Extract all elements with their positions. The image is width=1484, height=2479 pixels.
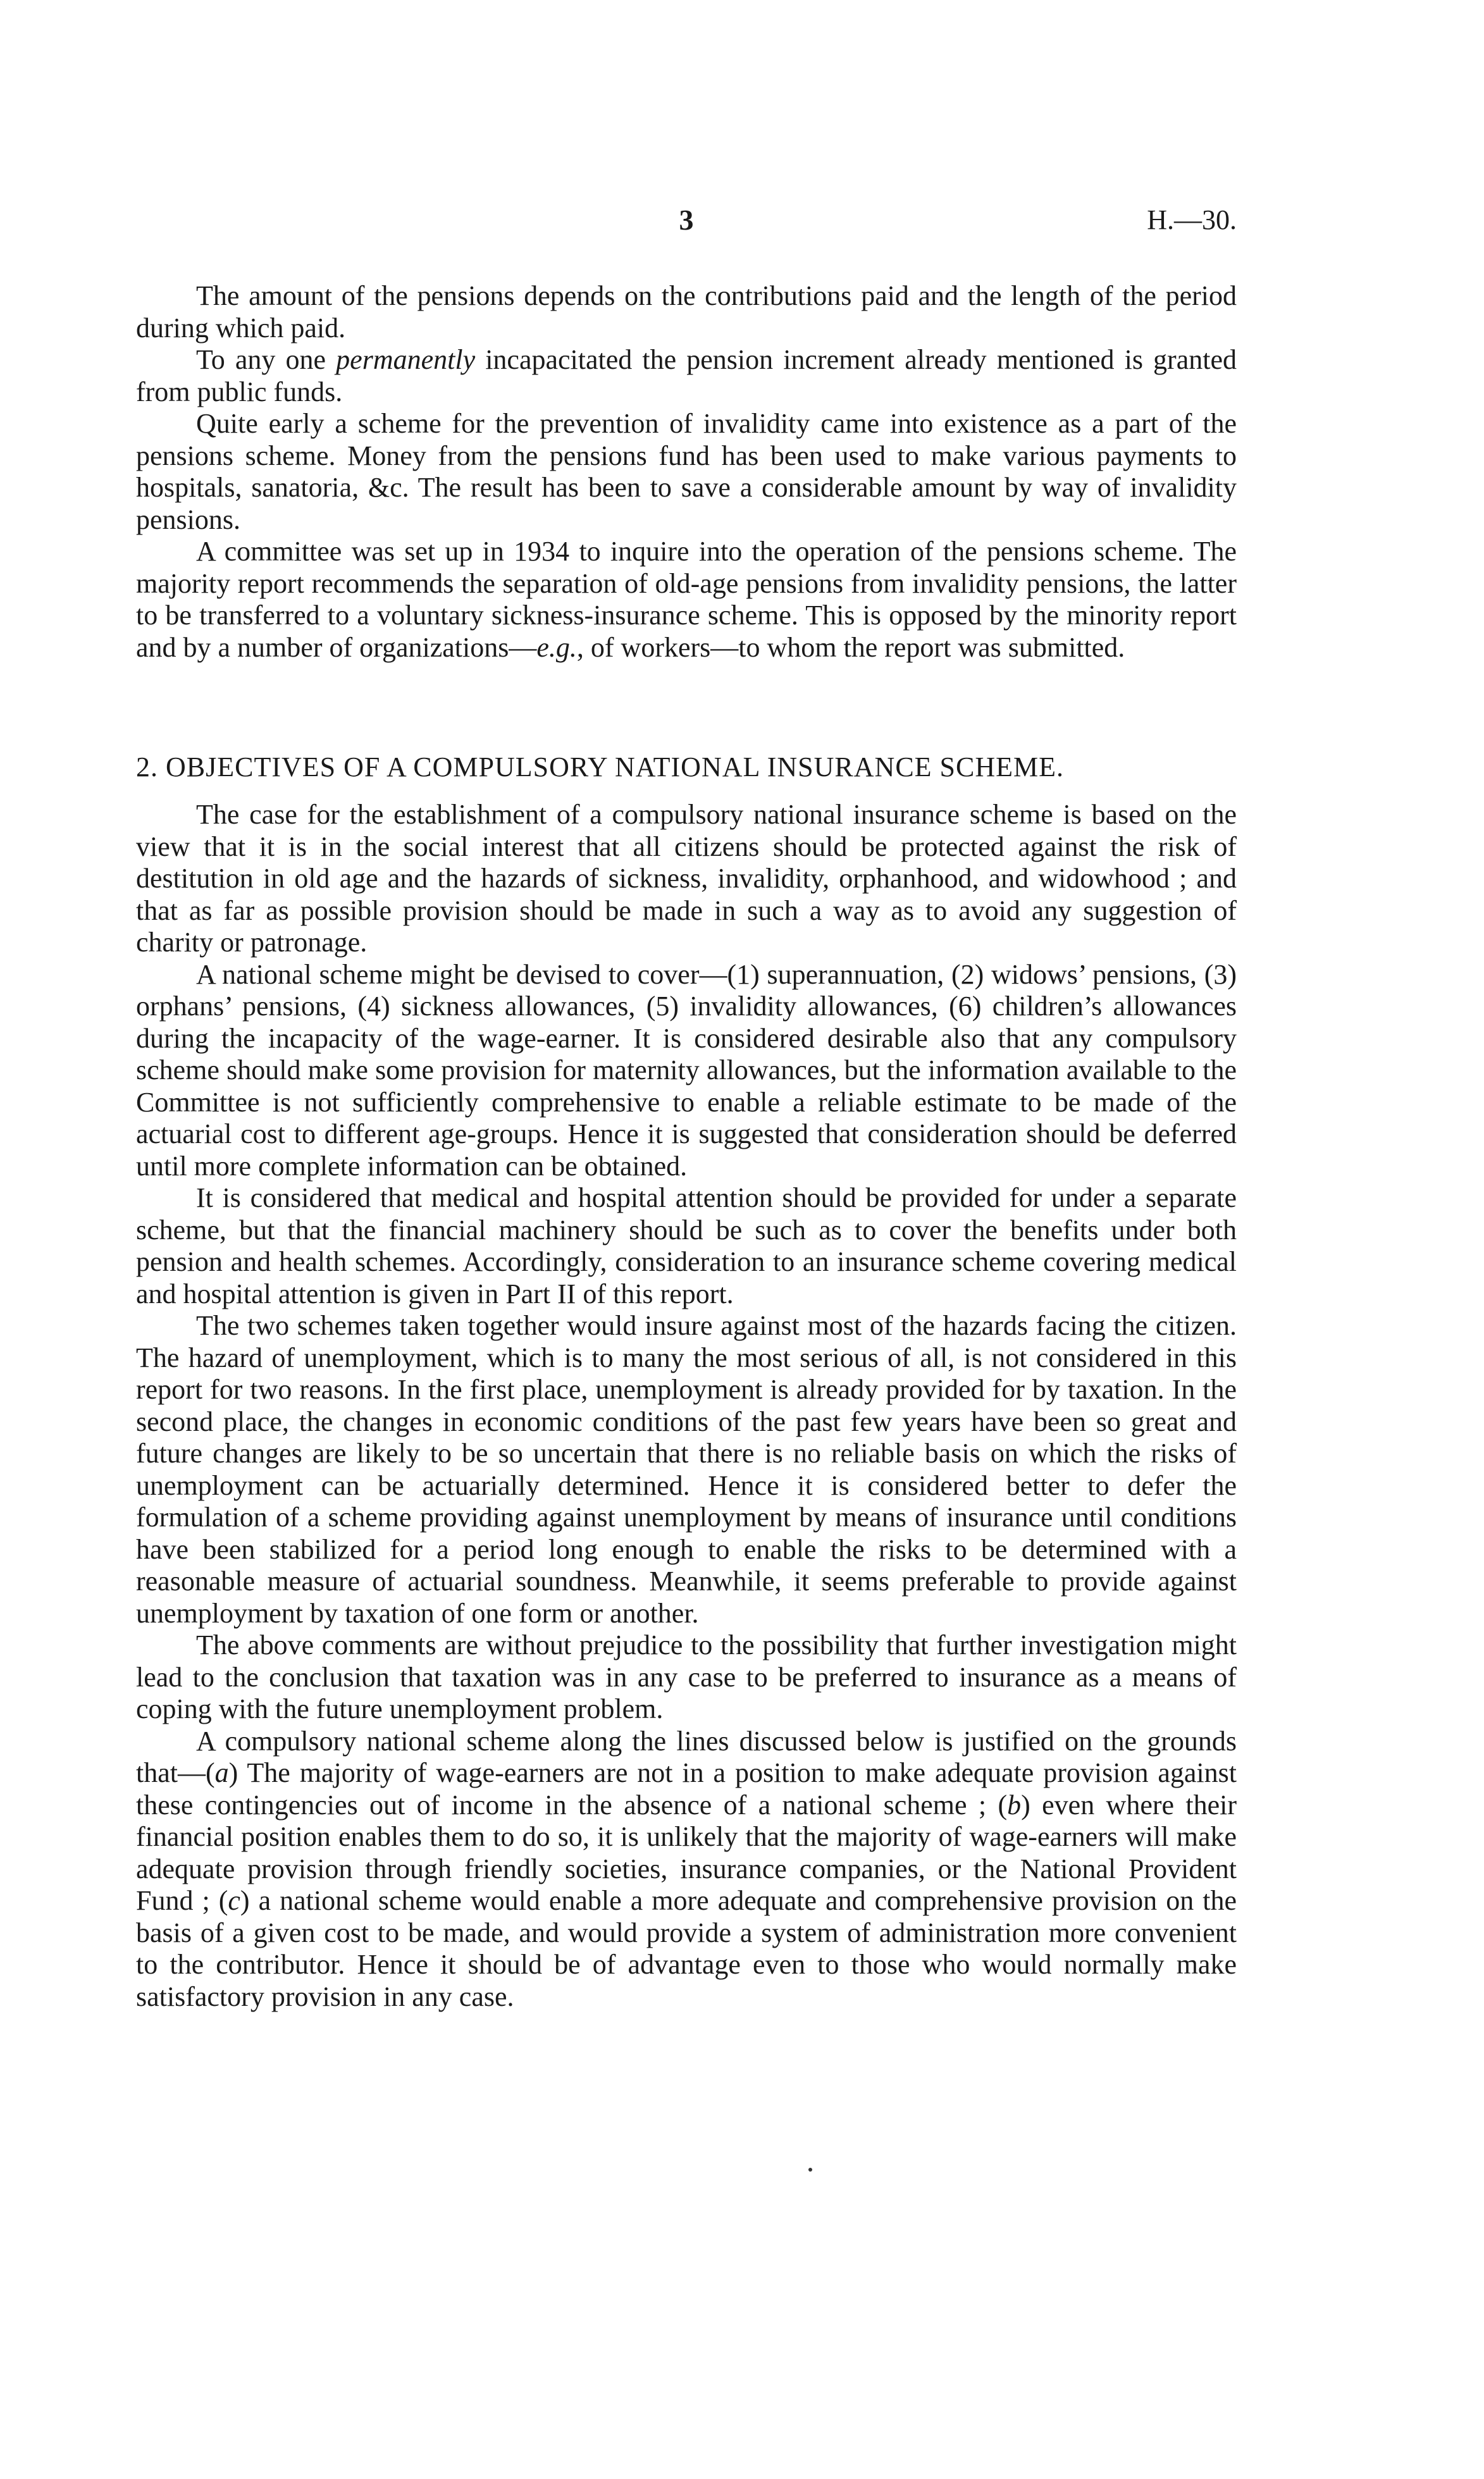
emphasis: a [214,1757,229,1788]
page-header [136,201,1237,239]
print-dot-mark [808,2168,812,2172]
page-number: 3 [679,204,694,236]
paragraph: The amount of the pensions depends on the contributions paid and the length of the period during which paid. [136,280,1237,343]
emphasis: e.g. [536,631,577,663]
emphasis: b [1007,1789,1022,1821]
document-reference: H.—30. [1147,204,1237,235]
section-body [136,799,1237,2013]
paragraph: A national scheme might be devised to cover—(1) superannuation, (2) widows’ pensions, (3) orphans’ pensions, (4) sickness allowances, (5) invalidity allowances, (6) children’s allowances during the incapacity of the wage-earner. It is considered desirable also that any compulsory scheme should make some provision for maternity allowances, but the information available to the Committee is not sufficiently comprehensive to enable a reliable estimate to be made of the actuarial cost to different age-groups. Hence it is suggested that consideration should be deferred until more complete information can be obtained. [136,958,1237,1182]
section-heading: 2. OBJECTIVES OF A COMPULSORY NATIONAL INSURANCE SCHEME. [136,751,1065,782]
paragraph: The above comments are without prejudice to the possibility that further investigation might lead to the conclusion that taxation was in any case to be preferred to insurance as a means of coping with the future unemployment problem. [136,1629,1237,1724]
paragraph: The case for the establishment of a compulsory national insurance scheme is based on the view that it is in the social interest that all citizens should be protected against the risk of destitution in old age and the hazards of sickness, invalidity, orphanhood, and widowhood ; and that as far as possible provision should be made in such a way as to avoid any suggestion of charity or patronage. [136,799,1237,958]
intro-text [136,280,1237,664]
paragraph: A compulsory national scheme along the lines discussed below is justified on the grounds that—(a) The majority of wage-earners are not in a position to make adequate provision against these contingencies out of income in the absence of a national scheme ; (b) even where their financial position enables them to do so, it is unlikely that the majority of wage-earners will make adequate provision through friendly societies, insurance companies, or the National Provident Fund ; (c) a national scheme would enable a more adequate and comprehensive provision on the basis of a given cost to be made, and would provide a system of administration more convenient to the contributor. Hence it should be of advantage even to those who would normally make satisfactory provision in any case. [136,1725,1237,2012]
paragraph: To any one permanently incapacitated the pension increment already mentioned is granted from public funds. [136,344,1237,407]
emphasis: c [228,1885,240,1916]
emphasis: permanently [336,344,476,375]
paragraph: It is considered that medical and hospital attention should be provided for under a separate scheme, but that the financial machinery should be such as to cover the benefits under both pension and health schemes. Accordingly, consideration to an insurance scheme covering medical and hospital attention is given in Part II of this report. [136,1182,1237,1309]
paragraph: Quite early a scheme for the prevention of invalidity came into existence as a part of the pensions scheme. Money from the pensions fund has been used to make various payments to hospitals, sanatoria, &c. The result has been to save a considerable amount by way of invalidity pensions. [136,408,1237,535]
paragraph: A committee was set up in 1934 to inquire into the operation of the pensions scheme. The majority report recommends the separation of old-age pensions from invalidity pensions, the latter to be transferred to a voluntary sickness-insurance scheme. This is opposed by the minority report and by a number of organizations—e.g., of workers—to whom the report was submitted. [136,536,1237,663]
paragraph: The two schemes taken together would insure against most of the hazards facing the citizen. The hazard of unemployment, which is to many the most serious of all, is not considered in this report for two reasons. In the first place, unemployment is already provided for by taxation. In the second place, the changes in economic conditions of the past few years have been so great and future changes are likely to be so uncertain that there is no reliable basis on which the risks of unemployment can be actuarially determined. Hence it is considered better to defer the formulation of a scheme providing against unemployment by means of insurance until conditions have been stabilized for a period long enough to enable the risks to be determined with a reasonable measure of actuarial soundness. Meanwhile, it seems preferable to provide against unemployment by taxation of one form or another. [136,1310,1237,1629]
